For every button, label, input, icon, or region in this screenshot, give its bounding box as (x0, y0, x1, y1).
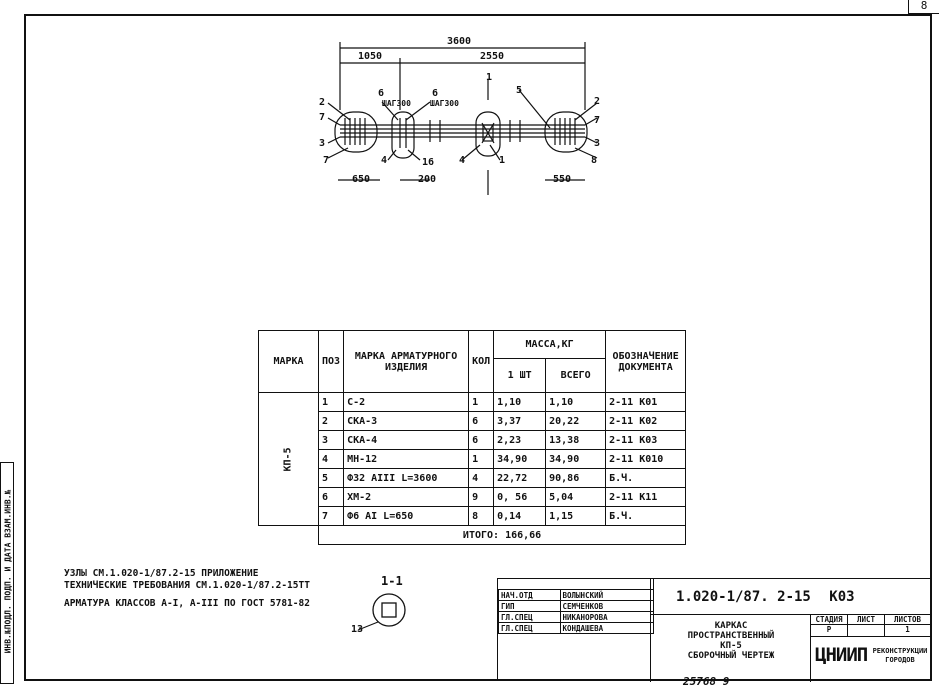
pos-16: 16 (422, 157, 435, 168)
cell-mv: 1,10 (546, 393, 606, 412)
cell-mark: СКА-4 (344, 431, 469, 450)
dim-550: 550 (553, 174, 572, 185)
section-label: 13 (351, 624, 364, 635)
pos-6a: 6 (378, 88, 385, 99)
header-kol: КОЛ (469, 331, 494, 393)
cell-m1: 0, 56 (494, 488, 546, 507)
document-code: 1.020-1/87. 2-15 (676, 589, 811, 605)
cell-mv: 5,04 (546, 488, 606, 507)
cell-mv: 34,90 (546, 450, 606, 469)
cell-kol: 4 (469, 469, 494, 488)
dim-total: 3600 (447, 36, 472, 47)
org-text: РЕКОНСТРУКЦИИ ГОРОДОВ (872, 647, 928, 664)
cell-poz: 2 (319, 412, 344, 431)
step-a: ШАГ300 (382, 99, 411, 108)
header-oboz: ОБОЗНАЧЕНИЕ ДОКУМЕНТА (606, 331, 686, 393)
cell-doc: 2-11 К02 (606, 412, 686, 431)
table-row (259, 393, 686, 412)
pos-6b: 6 (432, 88, 439, 99)
sheet-code: К03 (829, 589, 855, 605)
header-massa: МАССА,КГ (494, 331, 606, 359)
cell-mv: 1,15 (546, 507, 606, 526)
table-row (259, 431, 686, 450)
side-stamp: ИНВ.№ПОДЛ. ПОДП. И ДАТА ВЗАМ.ИНВ.№ (0, 462, 14, 684)
cell-kol: 6 (469, 431, 494, 450)
pos-8: 8 (591, 155, 598, 166)
cell-m1: 3,37 (494, 412, 546, 431)
sheet-number-corner: 8 (908, 0, 939, 14)
note-line: ТЕХНИЧЕСКИЕ ТРЕБОВАНИЯ СМ.1.020-1/87.2-15ТТ (64, 580, 310, 591)
signature-row: ГЛ.СПЕЦ КОНДАШЕВА (499, 623, 654, 634)
cell-poz: 1 (319, 393, 344, 412)
header-1sht: 1 ШТ (494, 359, 546, 393)
pos-4a: 4 (381, 155, 388, 166)
header-marka-izd: МАРКА АРМАТУРНОГО ИЗДЕЛИЯ (344, 331, 469, 393)
cell-poz: 4 (319, 450, 344, 469)
signature-row: НАЧ.ОТД ВОЛЫНСКИЙ (499, 590, 654, 601)
note-line: АРМАТУРА КЛАССОВ А-I, А-III ПО ГОСТ 5781-82 (64, 598, 310, 609)
pos-3-left: 3 (319, 138, 326, 149)
cell-doc: 2-11 К03 (606, 431, 686, 450)
cell-mark: ХМ-2 (344, 488, 469, 507)
archive-number: 25768 9 (683, 675, 730, 688)
note-line: УЗЛЫ СМ.1.020-1/87.2-15 ПРИЛОЖЕНИЕ (64, 568, 259, 579)
cell-kol: 6 (469, 412, 494, 431)
cell-doc: Б.Ч. (606, 507, 686, 526)
total: ИТОГО: 166,66 (319, 526, 686, 545)
table-row (259, 450, 686, 469)
table-row (259, 412, 686, 431)
cell-poz: 6 (319, 488, 344, 507)
group-mark-cell (259, 393, 319, 526)
header-vsego: ВСЕГО (546, 359, 606, 393)
cell-kol: 1 (469, 450, 494, 469)
cell-kol: 1 (469, 393, 494, 412)
pos-5: 5 (516, 85, 523, 96)
table-row (259, 507, 686, 526)
step-b: ШАГ300 (430, 99, 459, 108)
stage-grid: СТАДИЯ ЛИСТ ЛИСТОВ Р 1 (811, 615, 930, 637)
pos-4b: 4 (459, 155, 466, 166)
pos-7-right: 7 (594, 115, 601, 126)
cell-mark: МН-12 (344, 450, 469, 469)
cell-doc: 2-11 К11 (606, 488, 686, 507)
header-poz: ПОЗ (319, 331, 344, 393)
dim-650: 650 (352, 174, 371, 185)
header-marka: МАРКА (259, 331, 319, 393)
cell-mv: 20,22 (546, 412, 606, 431)
total-row (259, 526, 686, 545)
section-mark-top: 1 (486, 72, 493, 83)
org-logo: ЦНИИП (815, 644, 868, 666)
cell-poz: 3 (319, 431, 344, 450)
cell-m1: 2,23 (494, 431, 546, 450)
signature-row: ГИП СЕМЧЕНКОВ (499, 601, 654, 612)
cell-mark: Ф32 АIII L=3600 (344, 469, 469, 488)
table-row (259, 469, 686, 488)
cell-poz: 5 (319, 469, 344, 488)
cell-poz: 7 (319, 507, 344, 526)
notes (64, 568, 310, 610)
cell-doc: 2-11 К010 (606, 450, 686, 469)
cell-mark: С-2 (344, 393, 469, 412)
title-block (497, 578, 931, 681)
cell-kol: 9 (469, 488, 494, 507)
cell-doc: 2-11 К01 (606, 393, 686, 412)
cell-m1: 0,14 (494, 507, 546, 526)
cell-mv: 13,38 (546, 431, 606, 450)
cell-mark: СКА-3 (344, 412, 469, 431)
pos-2-left: 2 (319, 97, 326, 108)
table-row (259, 488, 686, 507)
dim-left: 1050 (358, 51, 383, 62)
pos-7-bottom-left: 7 (323, 155, 330, 166)
assembly-drawing (300, 30, 620, 205)
specification-table (258, 330, 686, 545)
cell-m1: 1,10 (494, 393, 546, 412)
cell-m1: 34,90 (494, 450, 546, 469)
cell-m1: 22,72 (494, 469, 546, 488)
cell-mv: 90,86 (546, 469, 606, 488)
cell-mark: Ф6 АI L=650 (344, 507, 469, 526)
pos-1: 1 (499, 155, 506, 166)
drawing-name: КАРКАС ПРОСТРАНСТВЕННЫЙ КП-5 СБОРОЧНЫЙ ЧЕРТЕЖ (687, 621, 775, 661)
pos-2-right: 2 (594, 96, 601, 107)
group-mark: КП-5 (283, 446, 294, 472)
signature-table (498, 579, 654, 634)
cell-doc: Б.Ч. (606, 469, 686, 488)
cell-kol: 8 (469, 507, 494, 526)
pos-3-right: 3 (594, 138, 601, 149)
pos-7-left: 7 (319, 112, 326, 123)
dim-right: 2550 (480, 51, 505, 62)
section-title: 1-1 (381, 574, 403, 588)
dim-200: 200 (418, 174, 437, 185)
signature-row: ГЛ.СПЕЦ НИКАНОРОВА (499, 612, 654, 623)
